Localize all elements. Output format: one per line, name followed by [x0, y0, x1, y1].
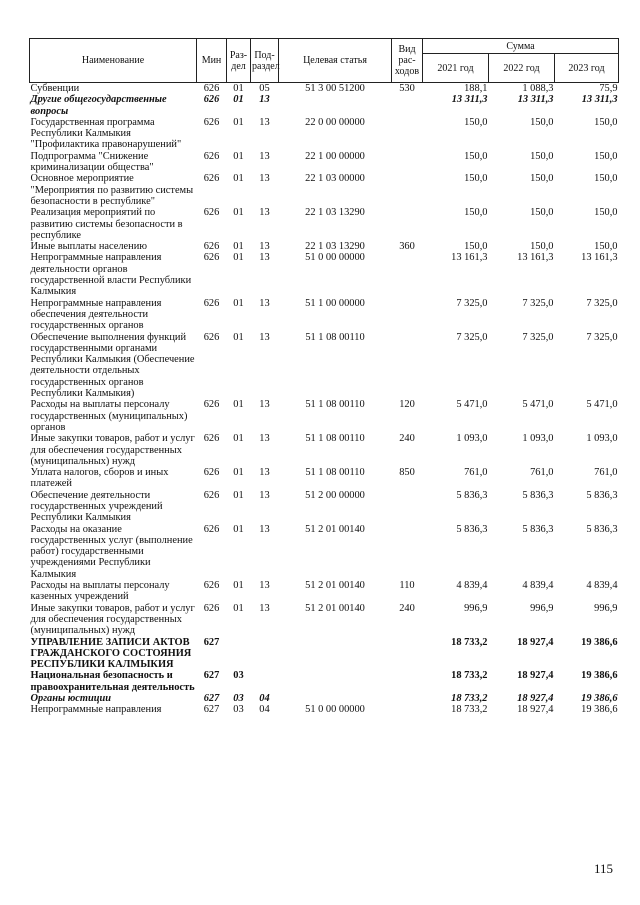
cell-razdel: 01 — [233, 207, 244, 219]
table-row — [30, 704, 619, 715]
header-sum: Сумма — [423, 39, 619, 54]
cell-2023: 1 093,0 — [586, 433, 618, 445]
cell-expense-type: 110 — [399, 580, 415, 592]
cell-2022: 150,0 — [530, 116, 554, 128]
table-row — [30, 524, 619, 580]
cell-razdel: 01 — [233, 252, 244, 264]
table-header — [30, 39, 619, 83]
cell-2023: 150,0 — [594, 150, 618, 162]
cell-2021: 150,0 — [464, 173, 488, 185]
table-row — [30, 173, 619, 207]
cell-podrazdel: 13 — [259, 467, 270, 479]
cell-name: УПРАВЛЕНИЕ ЗАПИСИ АКТОВ ГРАЖДАНСКОГО СОСТОЯНИЯ РЕСПУБЛИКИ КАЛМЫКИЯ — [30, 636, 192, 671]
cell-2021: 150,0 — [464, 207, 488, 219]
cell-2023: 19 386,6 — [581, 670, 618, 682]
cell-2021: 5 836,3 — [456, 523, 488, 535]
cell-name: Расходы на выплаты персоналу казенных учреждений — [30, 580, 170, 603]
cell-2022: 13 161,3 — [517, 252, 554, 264]
cell-2021: 5 471,0 — [456, 399, 488, 411]
cell-expense-type: 850 — [399, 467, 415, 479]
cell-2021: 1 093,0 — [456, 433, 488, 445]
cell-expense-type — [392, 173, 423, 207]
cell-name: Национальная безопасность и правоохранительная деятельность — [30, 670, 195, 693]
cell-razdel: 01 — [233, 467, 244, 479]
cell-razdel: 01 — [233, 433, 244, 445]
cell-min: 626 — [203, 94, 220, 106]
cell-name: Основное мероприятие "Мероприятия по развитию системы безопасности в республике" — [30, 173, 194, 207]
cell-target-article — [279, 94, 392, 117]
cell-2022: 18 927,4 — [517, 693, 554, 705]
table-row — [30, 580, 619, 603]
cell-2022: 18 927,4 — [517, 704, 554, 716]
cell-2021: 150,0 — [464, 150, 488, 162]
cell-expense-type — [392, 332, 423, 400]
cell-razdel — [227, 637, 251, 671]
table-row — [30, 241, 619, 252]
header-expense-type: Вид рас-ходов — [392, 39, 423, 83]
cell-2022: 5 471,0 — [522, 399, 554, 411]
cell-min: 626 — [203, 580, 220, 592]
cell-2023: 4 839,4 — [586, 580, 618, 592]
cell-min: 626 — [203, 523, 220, 535]
table-row — [30, 693, 619, 704]
cell-podrazdel: 13 — [259, 331, 270, 343]
table-row — [30, 670, 619, 693]
cell-2022: 5 836,3 — [522, 523, 554, 535]
cell-min: 626 — [203, 399, 220, 411]
cell-name: Подпрограмма "Снижение криминализации общества" — [30, 150, 154, 174]
table-row — [30, 207, 619, 241]
cell-2023: 75,9 — [599, 83, 618, 94]
cell-target-article: 51 1 00 00000 — [305, 297, 365, 309]
cell-2022: 996,9 — [530, 602, 554, 614]
cell-podrazdel: 13 — [259, 580, 270, 592]
cell-min: 626 — [203, 252, 220, 264]
cell-expense-type: 530 — [399, 83, 415, 94]
cell-min: 626 — [203, 116, 220, 128]
cell-min: 627 — [203, 704, 220, 716]
table-row — [30, 151, 619, 174]
table-row — [30, 252, 619, 297]
cell-podrazdel: 13 — [259, 94, 270, 106]
cell-razdel: 01 — [233, 602, 244, 614]
cell-expense-type — [392, 117, 423, 151]
cell-razdel: 03 — [233, 704, 244, 716]
cell-name: Непрограммные направления — [30, 704, 162, 716]
cell-2023: 7 325,0 — [586, 331, 618, 343]
cell-name: Обеспечение выполнения функций государственными органами Республики Калмыкия (Обеспечение деятельности отдельных государственных органов Республики Калмыкия) — [30, 331, 195, 400]
cell-podrazdel: 13 — [259, 207, 270, 219]
cell-2023: 150,0 — [594, 173, 618, 185]
cell-2022: 18 927,4 — [517, 636, 554, 648]
cell-2021: 4 839,4 — [456, 580, 488, 592]
cell-target-article — [279, 670, 392, 693]
cell-name: Органы юстиции — [30, 693, 112, 705]
cell-2023: 150,0 — [594, 116, 618, 128]
table-row — [30, 94, 619, 117]
cell-expense-type — [392, 637, 423, 671]
cell-min: 626 — [203, 489, 220, 501]
cell-razdel: 01 — [233, 580, 244, 592]
table-body — [30, 83, 619, 716]
cell-min: 626 — [203, 331, 220, 343]
cell-podrazdel — [251, 637, 279, 671]
cell-2022: 18 927,4 — [517, 670, 554, 682]
table-row — [30, 399, 619, 433]
cell-2021: 18 733,2 — [451, 693, 488, 705]
table-row — [30, 117, 619, 151]
cell-min: 626 — [203, 467, 220, 479]
cell-2022: 150,0 — [530, 241, 554, 253]
cell-expense-type — [392, 252, 423, 297]
cell-2023: 13 161,3 — [581, 252, 618, 264]
header-min: Мин — [197, 39, 227, 83]
cell-2023: 761,0 — [594, 467, 618, 479]
cell-2021: 150,0 — [464, 241, 488, 253]
cell-2021: 188,1 — [464, 83, 488, 94]
cell-podrazdel: 05 — [259, 83, 270, 94]
cell-podrazdel: 13 — [259, 489, 270, 501]
cell-expense-type: 240 — [399, 433, 415, 445]
cell-2023: 7 325,0 — [586, 297, 618, 309]
cell-podrazdel: 13 — [259, 150, 270, 162]
cell-2021: 150,0 — [464, 116, 488, 128]
cell-name: Уплата налогов, сборов и иных платежей — [30, 467, 169, 490]
cell-2023: 150,0 — [594, 241, 618, 253]
cell-2022: 4 839,4 — [522, 580, 554, 592]
cell-2022: 1 088,3 — [522, 83, 554, 94]
cell-2021: 18 733,2 — [451, 704, 488, 716]
cell-expense-type — [392, 704, 423, 715]
cell-razdel: 01 — [233, 83, 244, 94]
cell-target-article: 22 0 00 00000 — [305, 116, 365, 128]
header-year-2023: 2023 год — [555, 54, 619, 83]
cell-2023: 5 471,0 — [586, 399, 618, 411]
cell-expense-type: 360 — [399, 241, 415, 253]
table-row — [30, 490, 619, 524]
cell-name: Реализация мероприятий по развитию системы безопасности в республике — [30, 207, 183, 241]
cell-name: Расходы на выплаты персоналу государственных (муниципальных) органов — [30, 399, 188, 433]
cell-name: Обеспечение деятельности государственных учреждений Республики Калмыкия — [30, 489, 163, 524]
table-row — [30, 83, 619, 95]
table-row — [30, 433, 619, 467]
cell-podrazdel: 13 — [259, 399, 270, 411]
cell-min: 626 — [203, 150, 220, 162]
cell-target-article: 51 2 01 00140 — [305, 602, 365, 614]
cell-2022: 1 093,0 — [522, 433, 554, 445]
cell-razdel: 03 — [233, 693, 244, 705]
page-number: 115 — [594, 861, 614, 876]
cell-target-article: 51 1 08 00110 — [305, 467, 365, 479]
cell-expense-type — [392, 524, 423, 580]
cell-razdel: 01 — [233, 331, 244, 343]
cell-name: Иные закупки товаров, работ и услуг для обеспечения государственных (муниципальных) нужд — [30, 602, 195, 637]
cell-name: Субвенции — [30, 83, 80, 94]
cell-min: 626 — [203, 602, 220, 614]
cell-2021: 18 733,2 — [451, 670, 488, 682]
cell-expense-type — [392, 298, 423, 332]
cell-podrazdel: 04 — [259, 704, 270, 716]
cell-target-article: 51 0 00 00000 — [305, 704, 365, 716]
cell-razdel: 01 — [233, 523, 244, 535]
table-row — [30, 298, 619, 332]
cell-target-article: 51 2 00 00000 — [305, 489, 365, 501]
cell-2022: 5 836,3 — [522, 489, 554, 501]
budget-table — [29, 38, 619, 716]
header-year-2021: 2021 год — [423, 54, 489, 83]
cell-podrazdel: 13 — [259, 241, 270, 253]
cell-name: Иные выплаты населению — [30, 241, 148, 253]
cell-2021: 5 836,3 — [456, 489, 488, 501]
cell-razdel: 01 — [233, 399, 244, 411]
table-row — [30, 467, 619, 490]
cell-target-article: 22 1 00 00000 — [305, 150, 365, 162]
cell-name: Непрограммные направления деятельности органов государственной власти Республики Калмыкия — [30, 252, 192, 298]
cell-target-article: 51 0 00 00000 — [305, 252, 365, 264]
cell-expense-type — [392, 693, 423, 704]
cell-name: Расходы на оказание государственных услуг (выполнение работ) государственными учреждениями Республики Калмыкия — [30, 523, 193, 580]
cell-min: 626 — [203, 241, 220, 253]
cell-razdel: 01 — [233, 94, 244, 106]
cell-min: 626 — [203, 173, 220, 185]
cell-2021: 7 325,0 — [456, 331, 488, 343]
cell-podrazdel: 13 — [259, 602, 270, 614]
cell-name: Непрограммные направления обеспечения деятельности государственных органов — [30, 297, 162, 332]
header-year-2022: 2022 год — [489, 54, 555, 83]
cell-name: Государственная программа Республики Калмыкия "Профилактика правонарушений" — [30, 116, 182, 151]
cell-2022: 13 311,3 — [517, 94, 554, 106]
cell-target-article: 51 1 08 00110 — [305, 331, 365, 343]
cell-razdel: 03 — [233, 670, 244, 682]
cell-target-article: 22 1 03 00000 — [305, 173, 365, 185]
cell-target-article: 51 3 00 51200 — [305, 83, 365, 94]
cell-2022: 150,0 — [530, 207, 554, 219]
cell-min: 627 — [203, 693, 220, 705]
cell-min: 626 — [203, 83, 220, 94]
cell-2023: 996,9 — [594, 602, 618, 614]
cell-podrazdel: 13 — [259, 116, 270, 128]
cell-podrazdel: 13 — [259, 297, 270, 309]
cell-target-article — [279, 693, 392, 704]
cell-target-article: 22 1 03 13290 — [305, 207, 365, 219]
cell-2023: 13 311,3 — [581, 94, 618, 106]
cell-2023: 19 386,6 — [581, 693, 618, 705]
cell-razdel: 01 — [233, 173, 244, 185]
cell-2023: 5 836,3 — [586, 523, 618, 535]
cell-expense-type — [392, 670, 423, 693]
cell-razdel: 01 — [233, 489, 244, 501]
cell-razdel: 01 — [233, 116, 244, 128]
cell-podrazdel: 13 — [259, 252, 270, 264]
cell-name: Иные закупки товаров, работ и услуг для обеспечения государственных (муниципальных) нужд — [30, 433, 195, 467]
cell-podrazdel: 04 — [259, 693, 270, 705]
cell-2022: 150,0 — [530, 173, 554, 185]
cell-target-article: 22 1 03 13290 — [305, 241, 365, 253]
cell-target-article: 51 2 01 00140 — [305, 523, 365, 535]
cell-2022: 761,0 — [530, 467, 554, 479]
cell-target-article — [279, 637, 392, 671]
table-row — [30, 332, 619, 400]
cell-podrazdel — [251, 670, 279, 693]
cell-expense-type — [392, 94, 423, 117]
cell-expense-type — [392, 151, 423, 174]
cell-expense-type: 120 — [399, 399, 415, 411]
header-podrazdel: Под-раздел — [251, 39, 279, 83]
table-row — [30, 603, 619, 637]
cell-min: 626 — [203, 297, 220, 309]
header-name: Наименование — [30, 39, 197, 83]
cell-podrazdel: 13 — [259, 173, 270, 185]
cell-2021: 7 325,0 — [456, 297, 488, 309]
cell-podrazdel: 13 — [259, 433, 270, 445]
cell-expense-type — [392, 207, 423, 241]
header-razdel: Раз-дел — [227, 39, 251, 83]
cell-razdel: 01 — [233, 297, 244, 309]
cell-2021: 996,9 — [464, 602, 488, 614]
cell-2022: 7 325,0 — [522, 297, 554, 309]
cell-2021: 761,0 — [464, 467, 488, 479]
cell-expense-type — [392, 490, 423, 524]
cell-2023: 19 386,6 — [581, 636, 618, 648]
cell-min: 626 — [203, 207, 220, 219]
cell-2023: 19 386,6 — [581, 704, 618, 716]
cell-podrazdel: 13 — [259, 523, 270, 535]
cell-2021: 13 161,3 — [451, 252, 488, 264]
cell-min: 627 — [203, 670, 220, 682]
header-target-article: Целевая статья — [279, 39, 392, 83]
cell-min: 627 — [203, 636, 220, 648]
cell-2022: 7 325,0 — [522, 331, 554, 343]
cell-2022: 150,0 — [530, 150, 554, 162]
cell-2021: 13 311,3 — [451, 94, 488, 106]
cell-razdel: 01 — [233, 241, 244, 253]
cell-expense-type: 240 — [399, 602, 415, 614]
cell-2023: 5 836,3 — [586, 489, 618, 501]
cell-target-article: 51 1 08 00110 — [305, 433, 365, 445]
cell-2021: 18 733,2 — [451, 636, 488, 648]
cell-min: 626 — [203, 433, 220, 445]
cell-target-article: 51 2 01 00140 — [305, 580, 365, 592]
cell-2023: 150,0 — [594, 207, 618, 219]
cell-target-article: 51 1 08 00110 — [305, 399, 365, 411]
table-row — [30, 637, 619, 671]
cell-name: Другие общегосударственные вопросы — [30, 94, 167, 117]
cell-razdel: 01 — [233, 150, 244, 162]
